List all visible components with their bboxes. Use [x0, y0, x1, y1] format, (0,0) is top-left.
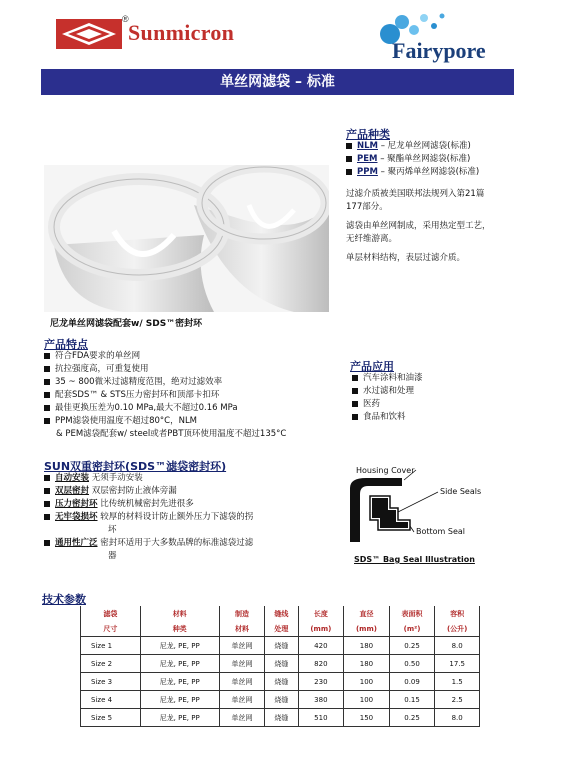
- housing-cover-label: Housing Cover: [356, 466, 415, 475]
- description-line: 无纤维游离。: [346, 234, 398, 244]
- product-type-item: NLM – 尼龙单丝网滤袋(标准): [346, 140, 479, 153]
- seal-list: [44, 472, 304, 563]
- features-list: [44, 350, 286, 441]
- bullet-icon: [346, 169, 352, 175]
- type-code-link[interactable]: PPM: [357, 167, 378, 177]
- bullet-icon: [44, 475, 50, 481]
- registered-mark: ®: [122, 14, 129, 24]
- application-item: 医药: [352, 398, 423, 411]
- application-item: 食品和饮料: [352, 411, 423, 424]
- brand-fairypore: Fairypore: [392, 38, 486, 63]
- description-line: 过滤介质被美国联邦法规列入第21篇: [346, 189, 485, 199]
- bullet-icon: [44, 392, 50, 398]
- bullet-icon: [44, 501, 50, 507]
- features-heading: 产品特点: [44, 338, 88, 351]
- feature-item: 配套SDS™ & STS压力密封环和顶部卡扣环: [44, 389, 286, 402]
- product-types-description: [346, 188, 491, 265]
- brand-sunmicron: Sunmicron: [128, 20, 235, 45]
- side-seals-label: Side Seals: [440, 487, 482, 496]
- bullet-icon: [44, 353, 50, 359]
- seal-item-continued: 坏: [108, 525, 117, 535]
- bullet-icon: [44, 418, 50, 424]
- seal-item: 自动安装 无须手动安装: [44, 472, 304, 485]
- description-line: 177部分。: [346, 202, 388, 212]
- product-types-heading: 产品种类: [346, 128, 390, 141]
- bullet-icon: [44, 540, 50, 546]
- table-row: Size 1 尼龙, PE, PP 单丝网 烧缝 420 180 0.25 8.0: [81, 637, 480, 655]
- table-row: Size 4 尼龙, PE, PP 单丝网 烧缝 380 100 0.15 2.5: [81, 691, 480, 709]
- product-photo: [44, 165, 329, 312]
- applications-list: [352, 372, 423, 424]
- product-type-item: PEM – 聚酯单丝网滤袋(标准): [346, 153, 479, 166]
- sunmicron-logo-icon: [56, 16, 122, 52]
- table-row: Size 3 尼龙, PE, PP 单丝网 烧缝 230 100 0.09 1.5: [81, 673, 480, 691]
- specs-table: [80, 606, 480, 727]
- feature-item: 抗拉强度高，可重复使用: [44, 363, 286, 376]
- bottom-seal-label: Bottom Seal: [416, 527, 466, 536]
- seal-heading: SUN双重密封环(SDS™滤袋密封环): [44, 460, 227, 473]
- seal-item: 通用性广泛 密封环适用于大多数品牌的标准滤袋过滤: [44, 537, 304, 550]
- page-title: 单丝网滤袋 – 标准: [41, 69, 514, 95]
- applications-heading: 产品应用: [350, 360, 394, 373]
- application-item: 汽车涂料和油漆: [352, 372, 423, 385]
- seal-item: 双层密封 双层密封防止液体旁漏: [44, 485, 304, 498]
- product-types-list: [346, 140, 479, 179]
- type-code-link[interactable]: PEM: [357, 154, 378, 164]
- table-header-row: 尺寸 种类 材料 处理 (mm) (mm) (m²) (公升): [81, 621, 480, 637]
- seal-item: 压力密封环 比传统机械密封先进很多: [44, 498, 304, 511]
- bullet-icon: [44, 488, 50, 494]
- table-row: Size 2 尼龙, PE, PP 单丝网 烧缝 820 180 0.50 17.5: [81, 655, 480, 673]
- bullet-icon: [346, 143, 352, 149]
- seal-diagram: [338, 462, 498, 554]
- bullet-icon: [44, 379, 50, 385]
- description-line: 单层材料结构，表层过滤介质。: [346, 253, 466, 263]
- feature-item: 最佳更换压差为0.10 MPa,最大不超过0.16 MPa: [44, 402, 286, 415]
- tech-heading: 技术参数: [42, 593, 86, 606]
- filter-bags-image: [44, 165, 329, 312]
- seal-item: 无牢袋损坏 较厚的材料设计防止额外压力下滤袋的拐: [44, 511, 304, 524]
- feature-item: 35 ~ 800微米过滤精度范围，绝对过滤效率: [44, 376, 286, 389]
- bullet-icon: [44, 405, 50, 411]
- feature-item-continued: & PEM滤袋配套w/ steel或者PBT顶环使用温度不超过135°C: [56, 429, 287, 439]
- bullet-icon: [44, 514, 50, 520]
- seal-item-continued: 器: [108, 551, 117, 561]
- feature-item: PPM滤袋使用温度不超过80°C，NLM: [44, 415, 286, 428]
- seal-diagram-caption: SDS™ Bag Seal Illustration: [354, 555, 475, 564]
- product-type-item: PPM – 聚丙烯单丝网滤袋(标准): [346, 166, 479, 179]
- bullet-icon: [352, 375, 358, 381]
- table-header-row: 滤袋 材料 制造 缝线 长度 直径 表面积 容积: [81, 606, 480, 621]
- bullet-icon: [352, 414, 358, 420]
- photo-caption: 尼龙单丝网滤袋配套w/ SDS™密封环: [50, 319, 203, 329]
- description-line: 滤袋由单丝网制成，采用热定型工艺，: [346, 221, 491, 231]
- bullet-icon: [44, 366, 50, 372]
- feature-item: 符合FDA要求的单丝网: [44, 350, 286, 363]
- application-item: 水过滤和处理: [352, 385, 423, 398]
- bullet-icon: [352, 388, 358, 394]
- bullet-icon: [346, 156, 352, 162]
- type-code-link[interactable]: NLM: [357, 141, 378, 151]
- table-row: Size 5 尼龙, PE, PP 单丝网 烧缝 510 150 0.25 8.0: [81, 709, 480, 727]
- bullet-icon: [352, 401, 358, 407]
